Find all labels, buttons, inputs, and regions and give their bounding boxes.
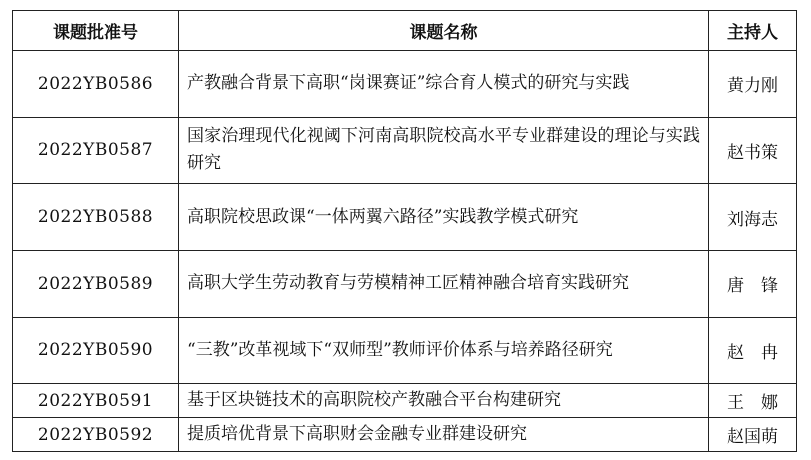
project-host: 赵书策 (709, 117, 797, 184)
table-row (13, 418, 797, 452)
table-row (13, 50, 797, 117)
project-name: 国家治理现代化视阈下河南高职院校高水平专业群建设的理论与实践研究 (179, 117, 709, 184)
project-code: 2022YB0592 (13, 418, 179, 452)
project-host: 王 娜 (709, 384, 797, 418)
table-row (13, 117, 797, 184)
project-host: 赵国萌 (709, 418, 797, 452)
header-host: 主持人 (709, 11, 797, 51)
header-name: 课题名称 (179, 11, 709, 51)
project-name: 基于区块链技术的高职院校产教融合平台构建研究 (179, 384, 709, 418)
table-row (13, 250, 797, 317)
project-code: 2022YB0586 (13, 50, 179, 117)
project-name: 提质培优背景下高职财会金融专业群建设研究 (179, 418, 709, 452)
project-code: 2022YB0591 (13, 384, 179, 418)
table-row (13, 317, 797, 384)
project-table (12, 10, 797, 452)
project-host: 唐 锋 (709, 250, 797, 317)
project-code: 2022YB0590 (13, 317, 179, 384)
table-header-row (13, 11, 797, 51)
project-name: “三教”改革视域下“双师型”教师评价体系与培养路径研究 (179, 317, 709, 384)
project-name: 产教融合背景下高职“岗课赛证”综合育人模式的研究与实践 (179, 50, 709, 117)
project-host: 刘海志 (709, 184, 797, 251)
project-host: 黄力刚 (709, 50, 797, 117)
project-code: 2022YB0587 (13, 117, 179, 184)
project-host: 赵 冉 (709, 317, 797, 384)
project-name: 高职院校思政课“一体两翼六路径”实践教学模式研究 (179, 184, 709, 251)
project-code: 2022YB0589 (13, 250, 179, 317)
project-name: 高职大学生劳动教育与劳模精神工匠精神融合培育实践研究 (179, 250, 709, 317)
table-row (13, 184, 797, 251)
table-row (13, 384, 797, 418)
header-code: 课题批准号 (13, 11, 179, 51)
project-code: 2022YB0588 (13, 184, 179, 251)
